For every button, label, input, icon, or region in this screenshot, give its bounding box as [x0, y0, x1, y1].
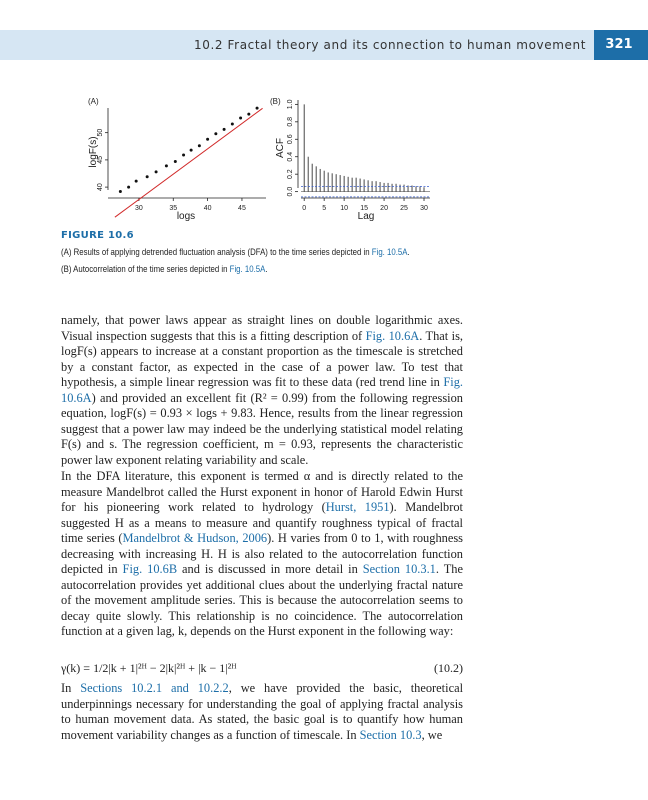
para3-text-3: , we	[421, 727, 443, 742]
data-point	[190, 149, 193, 152]
data-point	[165, 164, 168, 167]
para2-link-fig-10-6b[interactable]: Fig. 10.6B	[122, 562, 178, 577]
panel-a-xlabel: logs	[176, 211, 196, 222]
x-tick-label: 35	[169, 205, 178, 212]
para1-link-fig-10-6a[interactable]: Fig. 10.6A	[365, 328, 420, 343]
page-number: 321	[605, 37, 633, 52]
caption-a-text: (A) Results of applying detrended fluctuation analysis (DFA) to the time series depicted in	[61, 247, 372, 257]
para1-link-fig-10-6a-2[interactable]: Fig. 10.6A	[61, 375, 463, 405]
equation-text: γ(k) = 1/2|k + 1|²ᴴ − 2|k|²ᴴ + |k − 1|²ᴴ	[61, 661, 237, 675]
y-tick-label: 0.6	[287, 134, 294, 145]
figure-caption-b	[61, 264, 267, 274]
para1-text-1: namely, that power laws appear as straight lines on double logarithmic axes. Visual inspection suggests that this is a fitting description of	[61, 313, 463, 343]
y-tick-label: 1.0	[287, 99, 294, 110]
para3-text-2: , we have provided the basic, theoretical underpinnings necessary for understanding the goal of applying fractal analysis to human movement data. As stated, the basic goal is to quantify how human movement variability changes as a function of timescale. In	[61, 681, 464, 742]
equation-10-2	[61, 661, 463, 677]
figure-caption-a	[61, 247, 410, 257]
data-point	[247, 113, 250, 116]
x-tick-label: 10	[340, 205, 349, 212]
y-tick-label: 0.2	[287, 169, 294, 180]
panel-a-label: (A)	[88, 97, 99, 106]
data-point	[231, 122, 234, 125]
para3-link-sections[interactable]: Sections 10.2.1 and 10.2.2	[80, 681, 229, 695]
para1-text-3: ) and provided an excellent fit (R² = 0.99) from the following regression equation, logF(s) = 0.93 × logs + 9.83. Hence, results from the linear regression suggest that a power law may indeed be the underlying statistical model relating F(s) and s. The regression coefficient, m = 0.93, represents the characteristic power law exponent relating variability and scale.	[61, 390, 463, 467]
caption-b-end: .	[265, 264, 268, 274]
paragraph-2	[61, 469, 463, 640]
x-tick-label: 15	[360, 205, 369, 212]
paragraph-1	[61, 313, 463, 468]
para2-text-1: In the DFA literature, this exponent is termed α and is directly related to the measure Mandelbrot called the Hurst exponent in honor of Harold Edwin Hurst for his pioneering work related to hydrology (	[61, 469, 463, 515]
panel-b	[270, 97, 430, 222]
panel-b-bars	[301, 104, 430, 191]
x-tick-label: 40	[203, 205, 212, 212]
para3-text-1: In	[61, 681, 81, 695]
x-tick-label: 25	[400, 205, 408, 212]
data-point	[146, 175, 149, 178]
page-number-box	[594, 30, 648, 60]
panel-a-regression-line	[115, 108, 263, 217]
data-point	[239, 116, 242, 119]
panel-a-x-ticks	[135, 198, 246, 212]
equation-number: (10.2)	[434, 661, 463, 675]
paragraph-3	[61, 681, 463, 743]
para2-text-3: ). H varies from 0 to 1, with roughness decreasing with increasing H. H is also related to the autocorrelation function depicted in	[61, 531, 463, 577]
caption-b-text: (B) Autocorrelation of the time series depicted in	[61, 264, 230, 274]
x-tick-label: 30	[420, 205, 428, 212]
data-point	[198, 144, 201, 147]
data-point	[214, 132, 217, 135]
data-point	[155, 170, 158, 173]
panel-b-x-ticks	[302, 198, 428, 212]
para2-link-section-10-3-1[interactable]: Section 10.3.1	[362, 562, 436, 577]
para2-link-hurst[interactable]: Hurst, 1951	[325, 500, 390, 515]
figure-label: FIGURE 10.6	[61, 230, 134, 241]
data-point	[182, 153, 185, 156]
caption-b-link[interactable]: Fig. 10.5A	[229, 264, 266, 274]
x-tick-label: 30	[135, 205, 143, 212]
para3-link-section-10-3[interactable]: Section 10.3	[359, 727, 422, 742]
data-point	[174, 160, 177, 163]
running-head: 10.2 Fractal theory and its connection to human movement	[194, 38, 586, 52]
data-point	[127, 186, 130, 189]
y-tick-label: 0.4	[287, 151, 294, 162]
data-point	[206, 138, 209, 141]
panel-b-ylabel: ACF	[275, 138, 286, 158]
y-tick-label: 0.0	[287, 186, 294, 197]
para2-text-5: . The autocorrelation provides yet additional clues about the underlying fractal nature of the movement amplitude series. This is because the autocorrelation seems to decay quite slowly. This relationship is no coincidence. The autocorrelation function at a given lag, k, depends on the Hurst exponent in the following way:	[61, 562, 463, 639]
para2-text-2: ). Mandelbrot suggested H as a means to measure and quantify roughness typical of fractal time series (	[61, 500, 463, 546]
figure-10-6	[76, 90, 436, 230]
data-point	[223, 128, 226, 131]
panel-a	[88, 97, 266, 222]
para1-text-2: . That is, logF(s) appears to increase at a constant proportion as the timescale is stretched by a constant factor, as expected in the case of a power law. To test that hypothesis, a simple linear regression was fit to these data (red trend line in	[61, 328, 463, 390]
panel-b-xlabel: Lag	[357, 211, 375, 222]
y-tick-label: 45	[97, 155, 104, 164]
data-point	[119, 190, 122, 193]
y-tick-label: 50	[97, 128, 104, 137]
x-tick-label: 45	[238, 205, 246, 212]
panel-a-points	[119, 107, 259, 193]
data-point	[135, 180, 138, 183]
y-tick-label: 40	[97, 183, 104, 192]
data-point	[256, 107, 259, 110]
para2-link-mandelbrot[interactable]: Mandelbrot & Hudson, 2006	[122, 531, 268, 546]
x-tick-label: 0	[302, 205, 307, 212]
caption-a-end: .	[407, 247, 410, 257]
panel-a-ylabel: logF(s)	[88, 136, 99, 168]
panel-b-label: (B)	[270, 97, 281, 106]
panel-b-y-ticks	[287, 99, 298, 196]
x-tick-label: 5	[322, 205, 327, 212]
para2-text-4: and is discussed in more detail in	[177, 562, 363, 577]
y-tick-label: 0.8	[287, 116, 294, 127]
x-tick-label: 20	[380, 205, 388, 212]
caption-a-link[interactable]: Fig. 10.5A	[371, 247, 408, 257]
